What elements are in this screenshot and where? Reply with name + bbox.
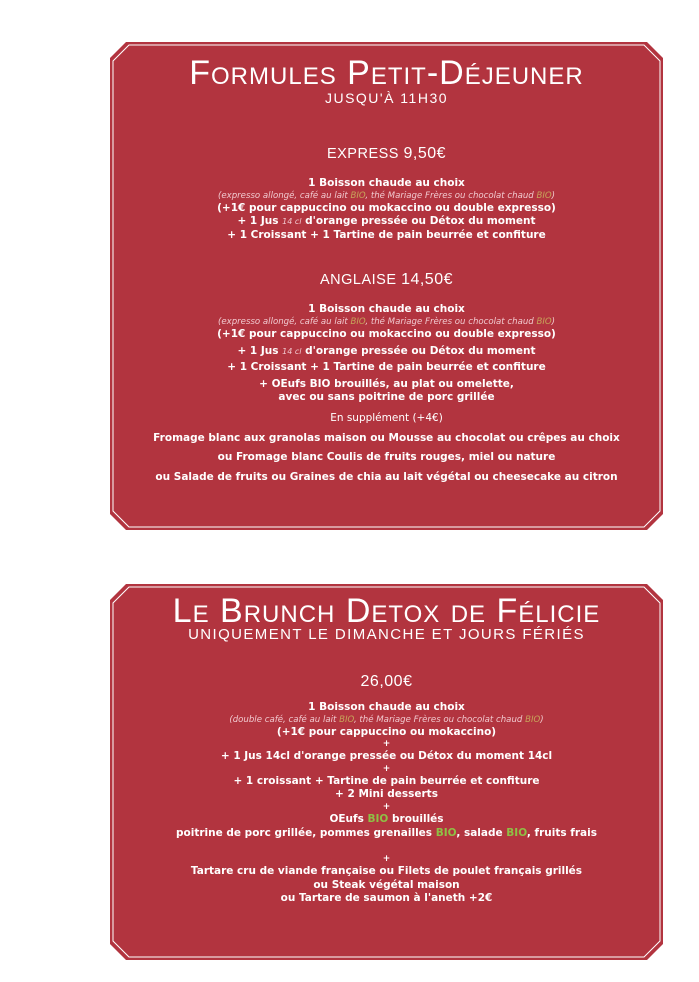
brunch-title: Le Brunch Detox de Félicie — [172, 592, 601, 630]
anglaise-heading — [110, 271, 663, 289]
supplement-heading: En supplément (+4€) — [330, 411, 443, 424]
brunch-line-3: + 1 Jus 14cl d'orange pressée ou Détox du moment 14cl — [220, 750, 553, 763]
express-name: EXPRESS — [326, 146, 399, 162]
anglaise-drinks: (expresso allongé, café au lait BIO, thé Mariage Frères ou chocolat chaud BIO) — [217, 316, 556, 327]
bio-label: BIO — [350, 316, 366, 327]
brunch-panel — [110, 584, 663, 960]
brunch-line-10: ou Tartare de saumon à l'aneth +2€ — [280, 892, 493, 905]
anglaise-line-6: avec ou sans poitrine de porc grillée — [278, 391, 495, 404]
bio-label: BIO — [506, 826, 527, 839]
bio-label: BIO — [350, 190, 366, 201]
express-line-1: 1 Boisson chaude au choix — [308, 177, 465, 189]
bio-label: BIO — [339, 714, 354, 725]
brunch-line-9: ou Steak végétal maison — [313, 878, 460, 891]
breakfast-title: Formules Petit-Déjeuner — [189, 54, 584, 92]
supplement-line-3: ou Salade de fruits ou Graines de chia au lait végétal ou cheesecake au citron — [155, 470, 618, 483]
supplement-line-1: Fromage blanc aux granolas maison ou Mousse au chocolat ou crêpes au choix — [153, 431, 620, 444]
plus-sign: + — [382, 739, 391, 750]
brunch-line-6: OEufs BIO brouillés — [329, 812, 444, 825]
brunch-subtitle: UNIQUEMENT LE DIMANCHE ET JOURS FÉRIÉS — [188, 626, 585, 643]
bio-label: BIO — [367, 812, 389, 825]
brunch-line-5: + 2 Mini desserts — [335, 788, 438, 801]
brunch-drinks: (double café, café au lait BIO, thé Mariage Frères ou chocolat chaud BIO) — [229, 714, 544, 725]
brunch-line-8: Tartare cru de viande française ou Filets de poulet français grillés — [190, 865, 583, 878]
anglaise-line-3: + 1 Jus 14 cl d'orange pressée ou Détox du moment — [237, 344, 536, 357]
bio-label: BIO — [536, 190, 552, 201]
anglaise-name: ANGLAISE — [320, 272, 397, 289]
brunch-line-2: (+1€ pour cappuccino ou mokaccino) — [276, 725, 497, 738]
brunch-line-4: + 1 croissant + Tartine de pain beurrée et confiture — [233, 774, 540, 787]
anglaise-line-1: 1 Boisson chaude au choix — [308, 303, 465, 316]
bio-label: BIO — [435, 826, 457, 839]
brunch-line-7: poitrine de porc grillée, pommes grenailles BIO, salade BIO, fruits frais — [176, 826, 597, 839]
express-line-4: + 1 Croissant + 1 Tartine de pain beurrée et confiture — [227, 228, 546, 241]
plus-sign: + — [382, 763, 391, 774]
bio-label: BIO — [536, 316, 552, 327]
plus-sign: + — [382, 854, 391, 865]
express-price: 9,50€ — [403, 145, 447, 162]
breakfast-panel — [110, 42, 663, 530]
plus-sign: + — [382, 801, 391, 812]
express-line-3: + 1 Jus 14 cl d'orange pressée ou Détox du moment — [237, 215, 536, 228]
express-line-2: (+1€ pour cappuccino ou mokaccino ou double expresso) — [217, 201, 556, 214]
anglaise-line-5: + OEufs BIO brouillés, au plat ou omelette, — [259, 377, 514, 390]
anglaise-line-2: (+1€ pour cappuccino ou mokaccino ou double expresso) — [217, 327, 556, 340]
anglaise-line-4: + 1 Croissant + 1 Tartine de pain beurrée et confiture — [227, 361, 546, 374]
express-heading — [110, 145, 663, 163]
breakfast-subtitle: JUSQU'À 11H30 — [324, 90, 449, 106]
brunch-line-1: 1 Boisson chaude au choix — [308, 701, 465, 713]
bio-label: BIO — [525, 714, 541, 725]
brunch-price: 26,00€ — [360, 673, 413, 690]
anglaise-price: 14,50€ — [401, 271, 453, 289]
supplement-line-2: ou Fromage blanc Coulis de fruits rouges, miel ou nature — [217, 451, 556, 464]
express-drinks: (expresso allongé, café au lait BIO, thé Mariage Frères ou chocolat chaud BIO) — [217, 190, 556, 201]
